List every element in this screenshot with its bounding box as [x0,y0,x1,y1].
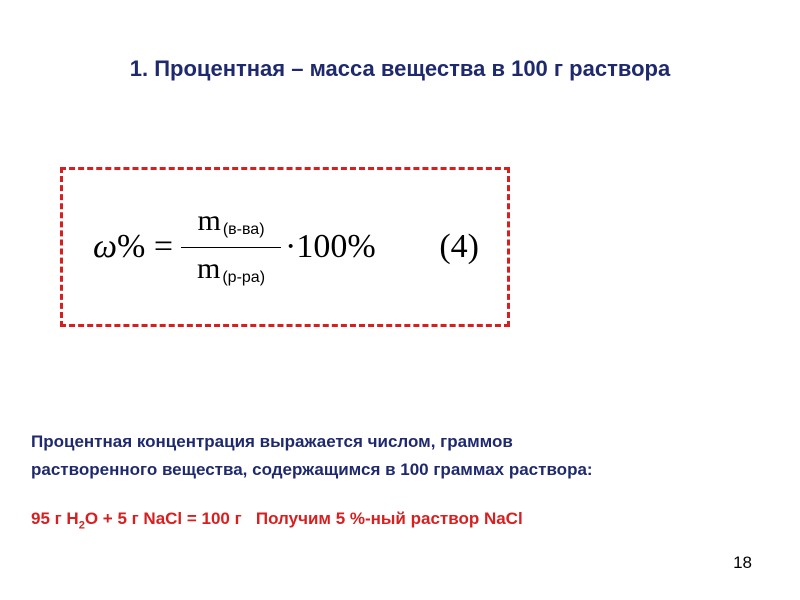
numerator-symbol: m [197,203,221,237]
example-line [31,509,523,531]
denominator-symbol: m [197,251,221,285]
example-part-2: O + 5 г NaCl = 100 г Получим 5 %-ный раствор NaCl [84,509,523,528]
example-subscript: 2 [78,519,85,532]
definition-paragraph [31,428,771,484]
multiplier: ·100% [285,228,376,265]
denominator-subscript: (р-ра) [222,268,266,286]
definition-line-2: растворенного вещества, содержащимся в 100 граммах раствора: [31,460,593,479]
mass-fraction [181,202,281,293]
percent-equals: % = [117,228,174,265]
slide-title: 1. Процентная – масса вещества в 100 г раствора [129,56,671,81]
fraction-numerator [197,202,264,245]
example-part-1: 95 г H [31,509,79,528]
definition-line-1: Процентная концентрация выражается числом, граммов [31,432,513,451]
equation-number: (4) [439,228,479,265]
formula-box [60,167,510,327]
percent-formula [93,170,378,324]
omega-symbol: ω [93,228,118,265]
page-number: 18 [733,553,752,572]
numerator-subscript: (в-ва) [222,220,265,238]
fraction-denominator [197,250,265,293]
